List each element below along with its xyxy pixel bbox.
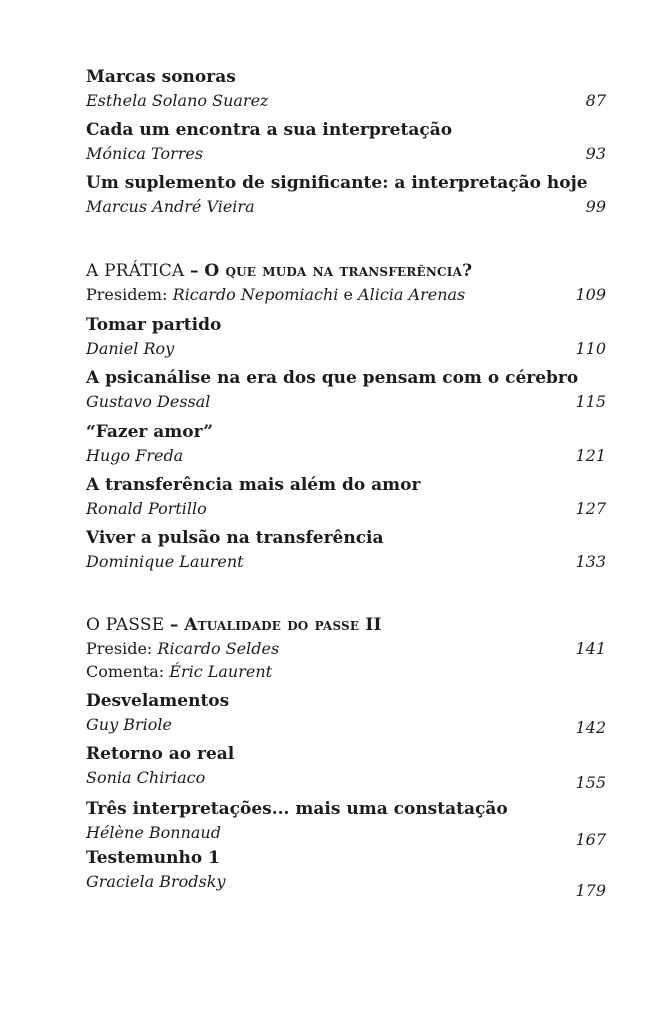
entry-author: Esthela Solano Suarez: [86, 91, 269, 110]
toc-entry: [86, 846, 606, 900]
section-title: [86, 259, 606, 283]
section-commentator: [86, 660, 272, 683]
entry-title: Testemunho 1: [86, 848, 220, 868]
toc-entry: [86, 313, 606, 360]
commentator-name: Éric Laurent: [169, 662, 273, 681]
entry-title: Marcas sonoras: [86, 67, 236, 87]
toc-entry: [86, 65, 606, 112]
section-header-pratica: [86, 259, 606, 306]
entry-title: Retorno ao real: [86, 744, 235, 764]
section-lead: O PASSE: [86, 615, 165, 635]
entry-page-number: 142: [575, 718, 606, 737]
section-title: [86, 613, 606, 637]
entry-title: A transferência mais além do amor: [86, 475, 421, 495]
entry-author: Dominique Laurent: [86, 552, 244, 571]
entry-page-number: 133: [575, 552, 606, 571]
toc-entry: [86, 689, 606, 736]
toc-entry: [86, 171, 606, 218]
chair-conjunction: e: [338, 285, 359, 304]
section-dash: –: [169, 615, 179, 635]
entry-author: Ronald Portillo: [86, 499, 207, 518]
entry-title: Três interpretações... mais uma constatação: [86, 799, 508, 819]
entry-title: Desvelamentos: [86, 691, 230, 711]
entry-title: Um suplemento de significante: a interpretação hoje: [86, 173, 588, 193]
toc-entry: [86, 118, 606, 165]
entry-title: Viver a pulsão na transferência: [86, 528, 384, 548]
chair-prefix: Preside:: [86, 639, 158, 658]
entry-page-number: 110: [575, 339, 606, 358]
toc-entry: [86, 797, 606, 849]
entry-page-number: 179: [575, 881, 606, 900]
toc-entry: [86, 366, 606, 413]
section-chair: [86, 637, 279, 660]
entry-author: Gustavo Dessal: [86, 392, 211, 411]
entry-author: Daniel Roy: [86, 339, 175, 358]
entry-author: Graciela Brodsky: [86, 872, 226, 891]
section-page-number: 141: [575, 639, 606, 658]
entry-page-number: 127: [575, 499, 606, 518]
entry-page-number: 115: [575, 392, 606, 411]
toc-entry: [86, 526, 606, 573]
entry-author: Hélène Bonnaud: [86, 823, 221, 842]
entry-page-number: 121: [575, 446, 606, 465]
entry-author: Sonia Chiriaco: [86, 768, 206, 787]
toc-entry: [86, 742, 606, 792]
entry-page-number: 93: [585, 144, 606, 163]
entry-title: Cada um encontra a sua interpretação: [86, 120, 453, 140]
entry-page-number: 99: [585, 197, 606, 216]
entry-page-number: 167: [575, 830, 606, 849]
entry-title: Tomar partido: [86, 315, 222, 335]
section-lead: A PRÁTICA: [86, 261, 185, 281]
section-page-number: 109: [575, 285, 606, 304]
entry-title: A psicanálise na era dos que pensam com o cérebro: [86, 368, 579, 388]
entry-page-number: 87: [585, 91, 606, 110]
toc-entry: [86, 420, 606, 467]
chair-name: Ricardo Seldes: [157, 639, 280, 658]
entry-author: Hugo Freda: [86, 446, 184, 465]
entry-author: Marcus André Vieira: [86, 197, 255, 216]
chair-name: Ricardo Nepomiachi: [172, 285, 339, 304]
toc-entry: [86, 473, 606, 520]
entry-title: “Fazer amor”: [86, 422, 213, 442]
entry-author: Guy Briole: [86, 715, 172, 734]
section-chairs: [86, 283, 465, 306]
comment-prefix: Comenta:: [86, 662, 170, 681]
chair-name: Alicia Arenas: [358, 285, 466, 304]
entry-author: Mónica Torres: [86, 144, 204, 163]
section-subtitle: O que muda na transferência?: [204, 261, 473, 281]
section-subtitle: Atualidade do passe II: [184, 615, 382, 635]
chair-prefix: Presidem:: [86, 285, 173, 304]
section-header-passe: [86, 613, 606, 683]
section-dash: –: [190, 261, 199, 281]
entry-page-number: 155: [575, 773, 606, 792]
